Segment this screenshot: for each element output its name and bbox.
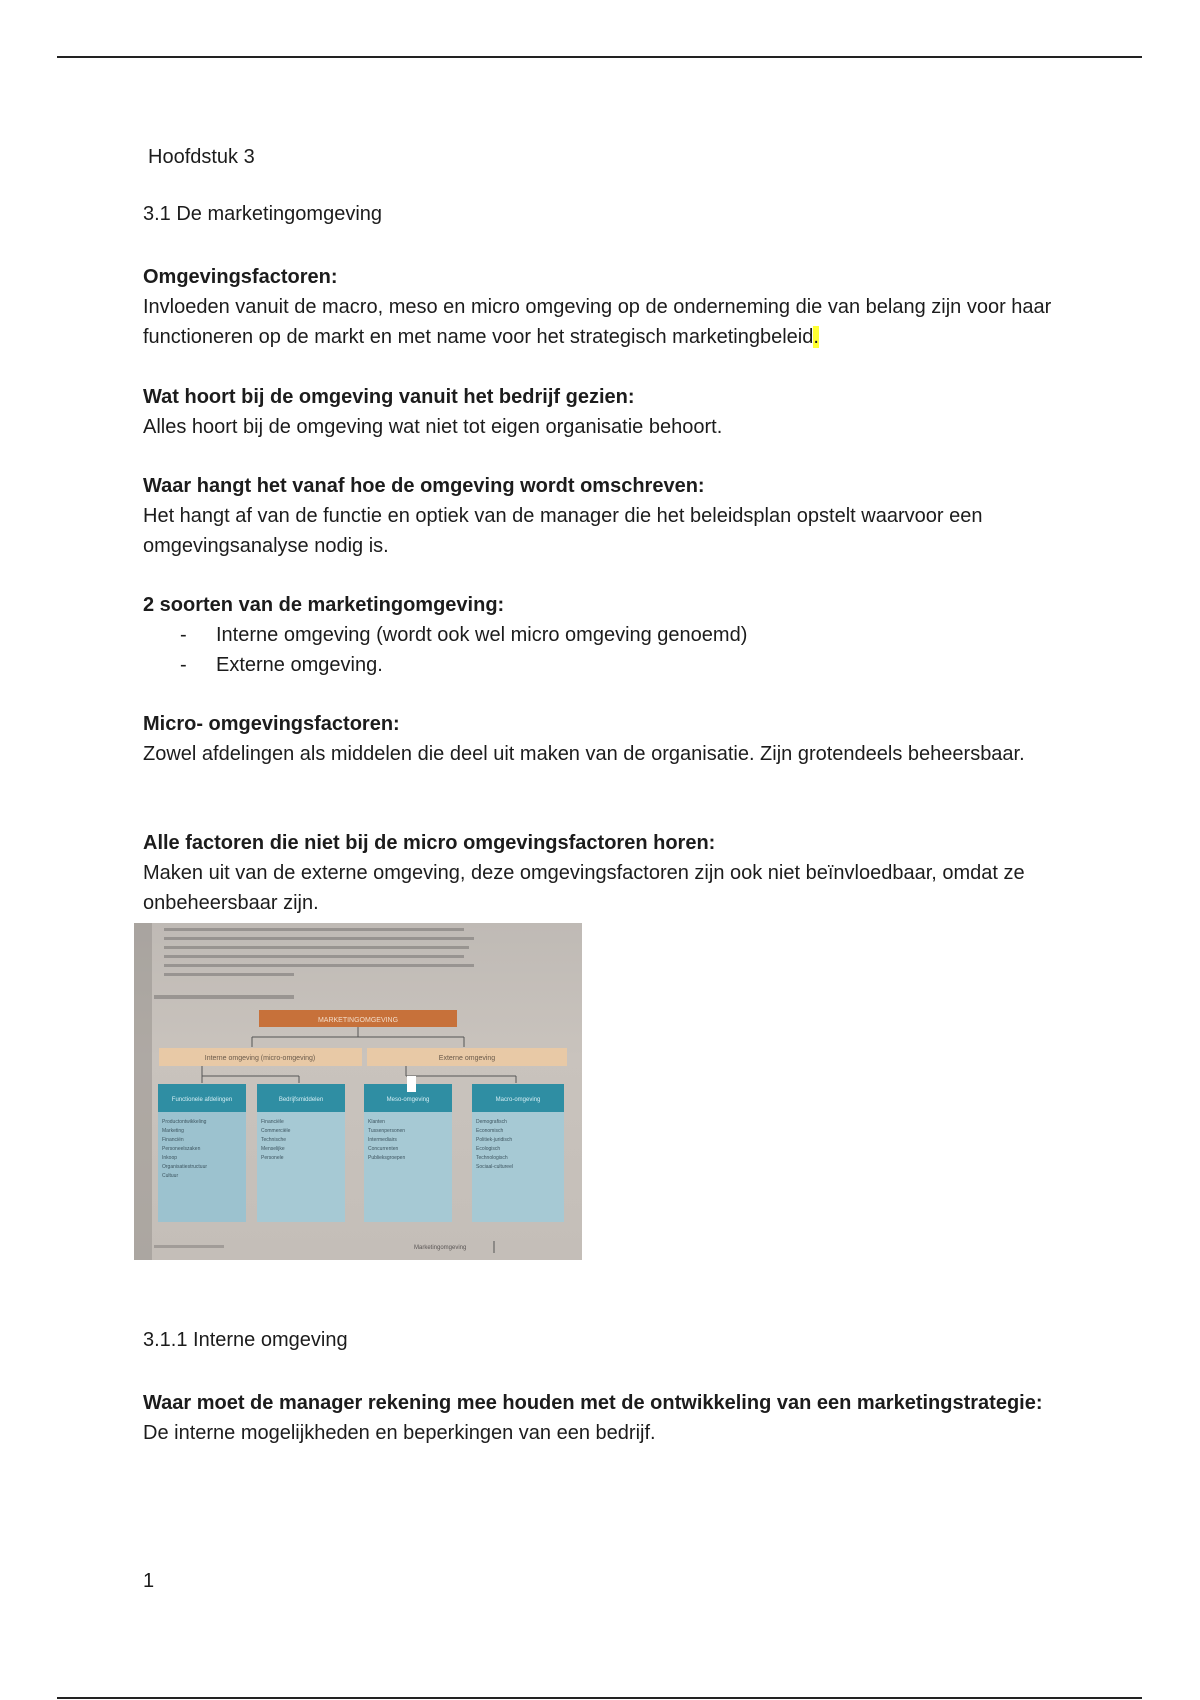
section-heading: 3.1 De marketingomgeving — [143, 203, 383, 225]
subsection-heading: 3.1.1 Interne omgeving — [143, 1329, 348, 1351]
page-number: 1 — [143, 1570, 155, 1592]
qa-block — [143, 382, 1063, 442]
answer-text: Zowel afdelingen als middelen die deel uit maken van de organisatie. Zijn grotendeels beheersbaar. — [143, 743, 1025, 765]
answer-text — [143, 292, 1063, 352]
diagram-footer: Marketingomgeving — [414, 1245, 467, 1251]
diagram-item: Politiek-juridisch — [476, 1137, 513, 1143]
diagram-item: Cultuur — [162, 1173, 179, 1179]
diagram-item: Klanten — [368, 1119, 385, 1125]
diagram-item: Inkoop — [162, 1155, 178, 1161]
diagram-item: Personeelszaken — [162, 1146, 201, 1152]
question-text: 2 soorten van de marketingomgeving: — [143, 594, 505, 616]
answer-text: De interne mogelijkheden en beperkingen van een bedrijf. — [143, 1422, 656, 1444]
diagram-column-title: Macro-omgeving — [495, 1097, 541, 1103]
question-text: Omgevingsfactoren: — [143, 266, 338, 288]
diagram-item: Publieksgroepen — [368, 1155, 406, 1161]
diagram-item: Financiële — [261, 1119, 284, 1125]
marketing-environment-diagram — [134, 923, 582, 1260]
list-item-text: Externe omgeving. — [216, 654, 383, 676]
qa-block — [143, 590, 1063, 680]
diagram-item: Commerciële — [261, 1128, 291, 1134]
diagram-item: Demografisch — [476, 1119, 507, 1125]
question-text: Alle factoren die niet bij de micro omgevingsfactoren horen: — [143, 832, 716, 854]
textbook-photo — [134, 923, 582, 1260]
answer-text: Alles hoort bij de omgeving wat niet tot eigen organisatie behoort. — [143, 416, 723, 438]
diagram-column-title: Functionele afdelingen — [171, 1097, 233, 1103]
qa-block — [143, 1388, 1063, 1448]
answer-text: Het hangt af van de functie en optiek van de manager die het beleidsplan opstelt waarvoor een omgevingsanalyse nodig is. — [143, 505, 983, 557]
diagram-item: Organisatiestructuur — [162, 1164, 208, 1170]
diagram-column-title: Meso-omgeving — [386, 1097, 430, 1103]
diagram-item: Technische — [261, 1137, 287, 1143]
diagram-left-group: Interne omgeving (micro-omgeving) — [204, 1055, 316, 1062]
diagram-item: Menselijke — [261, 1146, 285, 1152]
qa-block — [143, 709, 1063, 769]
highlighted-text: . — [813, 326, 819, 348]
diagram-column-title: Bedrijfsmiddelen — [278, 1097, 324, 1103]
diagram-item: Personele — [261, 1155, 284, 1161]
diagram-right-group: Externe omgeving — [438, 1055, 496, 1062]
list-item-text: Interne omgeving (wordt ook wel micro omgeving genoemd) — [216, 624, 748, 646]
dash-bullet: - — [180, 624, 187, 646]
qa-block — [143, 262, 1063, 352]
header-rule — [57, 56, 1142, 58]
diagram-item: Marketing — [162, 1128, 184, 1134]
diagram-item: Technologisch — [476, 1155, 508, 1161]
diagram-item: Productontwikkeling — [162, 1119, 207, 1125]
question-text: Waar hangt het vanaf hoe de omgeving wordt omschreven: — [143, 475, 705, 497]
chapter-title: Hoofdstuk 3 — [148, 146, 255, 168]
diagram-item: Economisch — [476, 1128, 504, 1134]
diagram-item: Tussenpersonen — [368, 1128, 406, 1134]
question-text: Micro- omgevingsfactoren: — [143, 713, 400, 735]
question-text: Waar moet de manager rekening mee houden met de ontwikkeling van een marketingstrategie: — [143, 1392, 1043, 1414]
dash-bullet: - — [180, 654, 187, 676]
diagram-item: Concurrenten — [368, 1146, 399, 1152]
qa-block — [143, 828, 1063, 918]
footer-rule — [57, 1697, 1142, 1699]
diagram-item: Intermediairs — [368, 1137, 397, 1143]
diagram-item: Financiën — [162, 1137, 184, 1143]
answer-main: Invloeden vanuit de macro, meso en micro omgeving op de onderneming die van belang zijn voor haar functioneren op de markt en met name voor het strategisch marketingbeleid — [143, 296, 1052, 348]
question-text: Wat hoort bij de omgeving vanuit het bedrijf gezien: — [143, 386, 635, 408]
diagram-item: Ecologisch — [476, 1146, 501, 1152]
list-item — [143, 620, 1063, 650]
diagram-item: Sociaal-cultureel — [476, 1164, 513, 1170]
diagram-top-label: MARKETINGOMGEVING — [317, 1017, 399, 1024]
qa-block — [143, 471, 1063, 561]
answer-text: Maken uit van de externe omgeving, deze omgevingsfactoren zijn ook niet beïnvloedbaar, omdat ze onbeheersbaar zijn. — [143, 862, 1025, 914]
list-item — [143, 650, 1063, 680]
bullet-list — [143, 620, 1063, 680]
